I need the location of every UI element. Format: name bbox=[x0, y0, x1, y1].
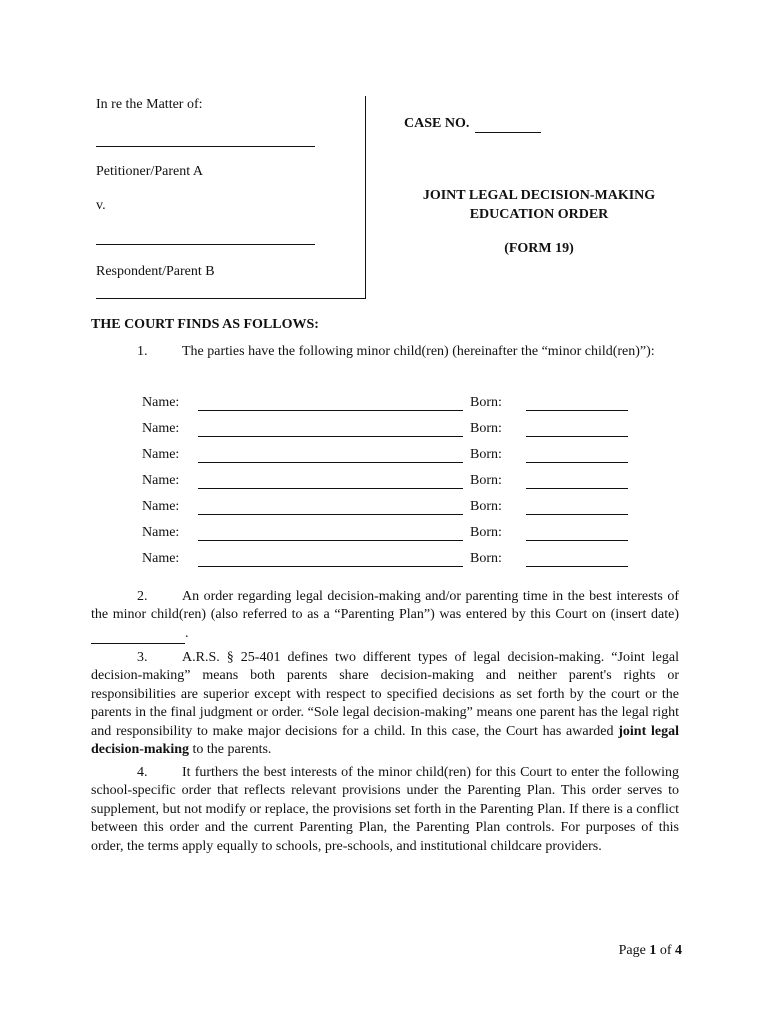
item-3-text-after: to the parents. bbox=[192, 742, 272, 758]
child-name-field[interactable] bbox=[198, 488, 463, 489]
page-footer bbox=[596, 943, 682, 959]
child-name-label: Name: bbox=[142, 551, 180, 566]
child-born-field[interactable] bbox=[526, 566, 628, 567]
child-name-field[interactable] bbox=[198, 410, 463, 411]
item-3-number: 3. bbox=[137, 650, 148, 665]
child-born-field[interactable] bbox=[526, 514, 628, 515]
child-name-label: Name: bbox=[142, 447, 180, 462]
child-born-field[interactable] bbox=[526, 540, 628, 541]
child-name-label: Name: bbox=[142, 421, 180, 436]
finding-item-2 bbox=[91, 588, 679, 644]
child-row bbox=[142, 525, 642, 545]
page-total: 4 bbox=[675, 943, 682, 958]
child-born-label: Born: bbox=[470, 551, 502, 566]
finding-item-1 bbox=[91, 343, 679, 361]
form-title bbox=[380, 186, 698, 224]
child-born-field[interactable] bbox=[526, 462, 628, 463]
caption-respondent: Respondent/Parent B bbox=[96, 264, 215, 279]
case-number bbox=[404, 116, 541, 133]
caption-versus: v. bbox=[96, 198, 106, 213]
caption-in-re: In re the Matter of: bbox=[96, 97, 203, 112]
child-born-label: Born: bbox=[470, 473, 502, 488]
case-no-field[interactable] bbox=[475, 116, 541, 133]
respondent-name-line[interactable] bbox=[96, 244, 315, 245]
child-name-label: Name: bbox=[142, 525, 180, 540]
petitioner-name-line[interactable] bbox=[96, 146, 315, 147]
page-current: 1 bbox=[649, 943, 657, 958]
finding-item-4 bbox=[91, 764, 679, 856]
item-2-end: . bbox=[185, 625, 189, 641]
child-row bbox=[142, 473, 642, 493]
item-1-text: The parties have the following minor child(ren) (hereinafter the “minor child(ren)”): bbox=[182, 344, 655, 359]
child-born-field[interactable] bbox=[526, 410, 628, 411]
caption-divider bbox=[365, 96, 366, 299]
child-name-field[interactable] bbox=[198, 566, 463, 567]
form-title-line2: EDUCATION ORDER bbox=[469, 207, 609, 222]
child-born-label: Born: bbox=[470, 421, 502, 436]
case-no-label: CASE NO. bbox=[404, 116, 470, 131]
caption-bottom-rule bbox=[96, 298, 366, 299]
item-4-number: 4. bbox=[137, 765, 148, 780]
parenting-plan-date-field[interactable] bbox=[91, 625, 185, 644]
page-label: Page bbox=[618, 943, 646, 958]
of-label: of bbox=[659, 943, 672, 958]
child-born-label: Born: bbox=[470, 395, 502, 410]
item-3-bold-text: joint legal decision-making bbox=[91, 723, 679, 758]
item-4-text: It furthers the best interests of the minor child(ren) for this Court to enter the following school-specific order that reflects relevant provisions under the Parenting Plan. This order serves to supplement, but not modify or replace, the provisions set forth in the Parenting Plan. If there is a conflict between this order and the current Parenting Plan, the Parenting Plan controls. For purposes of this order, the terms apply equally to schools, pre-schools, and institutional childcare providers. bbox=[91, 765, 679, 854]
item-3-text: A.R.S. § 25-401 defines two different types of legal decision-making. “Joint legal decision-making” means both parents share decision-making and neither parent's rights or responsibilities are superior except with respect to specified decisions as set forth by the court or the parents in the final judgment or order. “Sole legal decision-making” means one parent has the legal right and responsibility to make major decisions for a child. In this case, the Court has awarded bbox=[91, 650, 679, 739]
caption-petitioner: Petitioner/Parent A bbox=[96, 164, 203, 179]
child-row bbox=[142, 421, 642, 441]
item-2-text: An order regarding legal decision-making and/or parenting time in the best interests of the minor child(ren) (also referred to as a “Parenting Plan”) was entered by this Court on (insert date) bbox=[91, 589, 679, 623]
findings-heading: THE COURT FINDS AS FOLLOWS: bbox=[91, 317, 319, 332]
child-name-label: Name: bbox=[142, 473, 180, 488]
child-row bbox=[142, 395, 642, 415]
child-row bbox=[142, 447, 642, 467]
child-born-field[interactable] bbox=[526, 488, 628, 489]
child-born-field[interactable] bbox=[526, 436, 628, 437]
child-name-field[interactable] bbox=[198, 462, 463, 463]
form-title-line1: JOINT LEGAL DECISION-MAKING bbox=[422, 188, 656, 203]
child-name-label: Name: bbox=[142, 395, 180, 410]
child-name-field[interactable] bbox=[198, 514, 463, 515]
child-name-field[interactable] bbox=[198, 436, 463, 437]
child-name-field[interactable] bbox=[198, 540, 463, 541]
child-born-label: Born: bbox=[470, 499, 502, 514]
child-row bbox=[142, 499, 642, 519]
child-born-label: Born: bbox=[470, 447, 502, 462]
child-name-label: Name: bbox=[142, 499, 180, 514]
child-born-label: Born: bbox=[470, 525, 502, 540]
item-1-number: 1. bbox=[137, 344, 148, 359]
form-number: (FORM 19) bbox=[504, 241, 574, 256]
finding-item-3 bbox=[91, 649, 679, 759]
item-2-number: 2. bbox=[137, 589, 148, 604]
child-row bbox=[142, 551, 642, 571]
